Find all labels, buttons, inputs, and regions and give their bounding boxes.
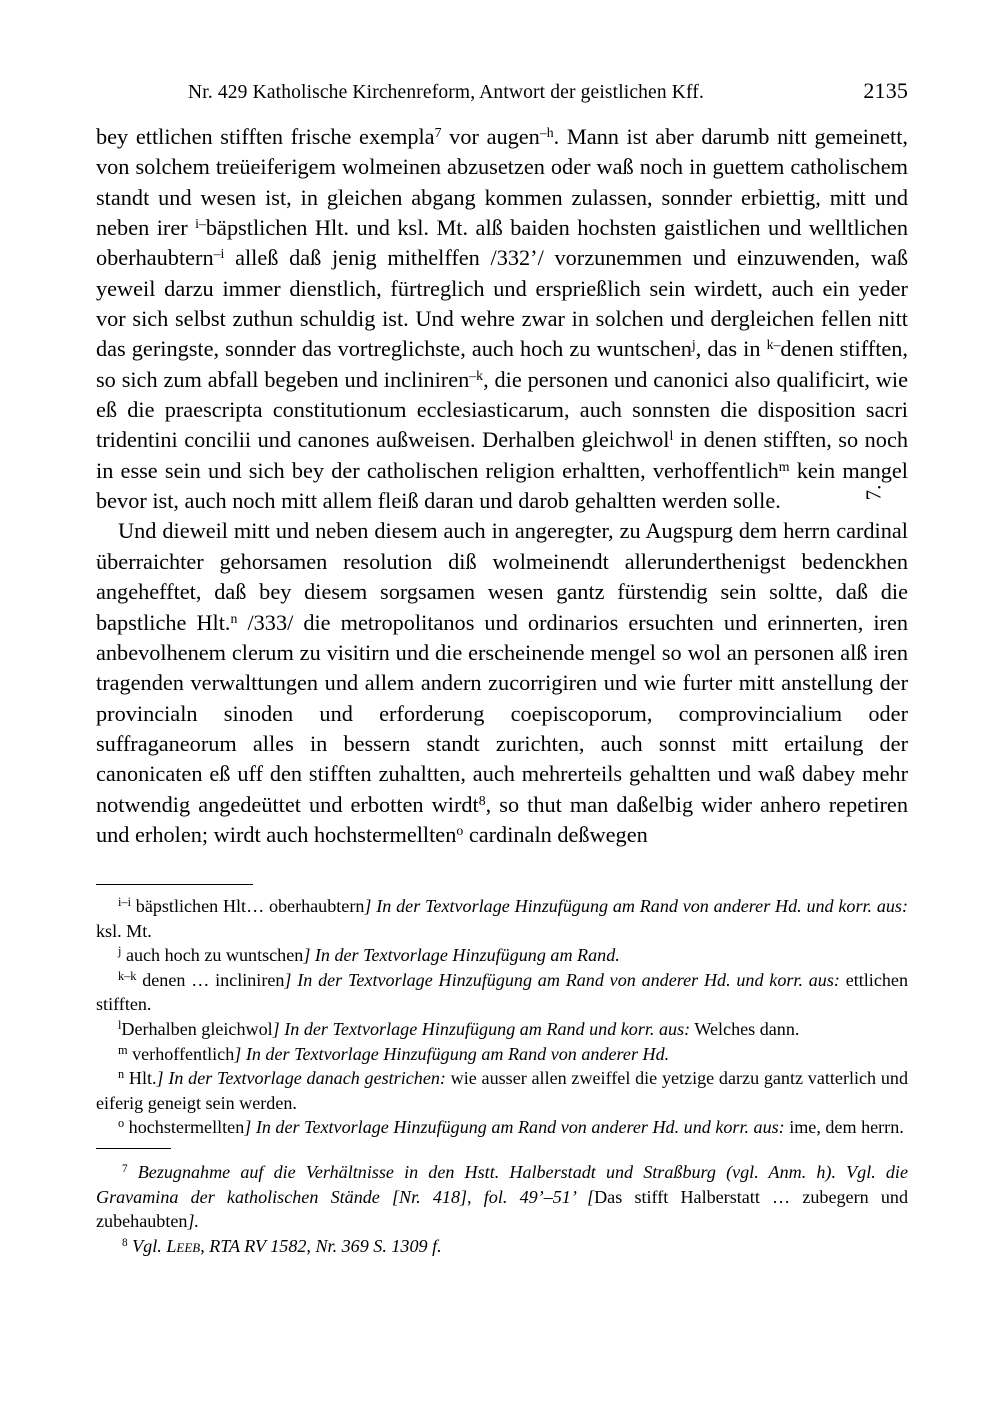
para-2-siglum-1: n <box>230 610 238 626</box>
critical-apparatus <box>96 894 908 1140</box>
para-1-siglum-13: –k <box>469 367 484 383</box>
apparatus-siglum: i–i <box>118 894 131 909</box>
footnote-quoted-text: Das stifft Halberstatt … zubegern und zubehaubten <box>96 1186 908 1232</box>
running-head <box>96 80 908 106</box>
apparatus-reading: ettlichen stifften. <box>96 969 908 1015</box>
para-1-siglum-3: –h <box>539 124 554 140</box>
apparatus-bracket: ] <box>234 1043 242 1064</box>
footnote-text-lead: Vgl. <box>127 1235 167 1256</box>
para-1-siglum-7: –i <box>213 246 225 262</box>
footnote-text-lead: Bezugnahme auf die Verhältnisse in den Hstt. Halberstadt und Straßburg (vgl. Anm. h). Vgl. die Gravamina der katholischen Stände [Nr. 418], fol. 49’–51’ [ <box>96 1162 908 1207</box>
apparatus-entry <box>96 943 908 968</box>
apparatus-lemma: Derhalben gleichwol <box>121 1018 273 1039</box>
apparatus-entry <box>96 1066 908 1115</box>
apparatus-separator-rule <box>96 884 253 885</box>
apparatus-siglum: m <box>118 1042 128 1057</box>
footnote-text-tail: , RTA RV 1582, Nr. 369 S. 1309 f. <box>200 1235 442 1256</box>
apparatus-siglum: k–k <box>118 968 137 983</box>
margin-note-7: 7. <box>861 484 886 501</box>
running-head-title: Nr. 429 Katholische Kirchenreform, Antwort der geistlichen Kff. <box>188 82 704 103</box>
page-number: 2135 <box>863 78 908 103</box>
footnote-text-tail: ]. <box>187 1211 200 1232</box>
apparatus-description: In der Textvorlage Hinzufügung am Rand und korr. aus: <box>279 1018 691 1039</box>
apparatus-entry <box>96 968 908 1017</box>
paragraph-2: Und dieweil mitt und neben diesem auch in angeregter, zu Augspurg dem herrn cardinal überraichter gehorsamen resolution diß wolmeinendt allerunderthenigst bedenckhen angehefftet, daß bey diesem sorgsamen wesen gantz fürstendig sein soltte, daß die bapstliche Hlt.$^n$ /333/ die metropolitanos und ordinarios ersuchten und erinnerten, iren anbevolhenem clerum zu visitirn und die erscheinende mengel so wol an personen alß iren tragenden verwalttungen und allem andern zucorrigiren und wie furter mitt anstellung der provincialn sinoden und erforderung coepiscoporum, comprovincialium oder suffraganeorum alles in bessern standt zurichten, auch sonnst mitt ertailung der canonicaten eß uff den stifften zuhaltten, auch mehrerteils gehaltten und waß dabey mehr notwendig angedeüttet und erbotten wirdt$^8$, so thut man daßelbig wider anhero repetiren und erholen; wirdt auch hochstermellten$^o$ cardinaln deßwegen <box>96 518 908 847</box>
apparatus-reading: ime, dem herrn. <box>784 1117 904 1138</box>
apparatus-description: In der Textvorlage Hinzufügung am Rand von anderer Hd. und korr. aus: <box>291 969 840 990</box>
apparatus-lemma: denen … incliniren <box>136 969 285 990</box>
footnotes-block <box>96 1160 908 1258</box>
footnote-number: 8 <box>122 1236 128 1249</box>
footnote-separator-rule <box>96 1148 171 1149</box>
footnote <box>96 1160 908 1234</box>
para-1-siglum-5: i– <box>195 215 206 231</box>
apparatus-entry <box>96 1115 908 1140</box>
apparatus-reading: wie ausser allen zweiffel die yetzige darzu gantz vatterlich und eiferig geneigt sein werden. <box>96 1068 908 1113</box>
apparatus-siglum: n <box>118 1067 125 1082</box>
para-1-siglum-9: j <box>691 337 696 353</box>
footnote-number: 7 <box>122 1163 128 1176</box>
apparatus-bracket: ] <box>272 1018 280 1039</box>
para-2-siglum-3: 8 <box>478 792 486 808</box>
apparatus-lemma: verhoffentlich <box>127 1043 235 1064</box>
apparatus-bracket: ] <box>156 1068 164 1089</box>
apparatus-lemma: Hlt. <box>124 1068 157 1089</box>
apparatus-siglum: j <box>118 944 122 959</box>
para-1-siglum-17: m <box>778 458 790 474</box>
apparatus-entry <box>96 1017 908 1042</box>
para-1-siglum-11: k– <box>766 337 781 353</box>
apparatus-description: In der Textvorlage Hinzufügung am Rand von anderer Hd. und korr. aus: <box>251 1117 785 1138</box>
apparatus-lemma: bäpstlichen Hlt… oberhaubtern <box>130 896 365 916</box>
footnote <box>96 1234 908 1259</box>
apparatus-entry <box>96 894 908 943</box>
apparatus-description: In der Textvorlage danach gestrichen: <box>163 1068 446 1089</box>
para-2-siglum-5: o <box>456 822 464 838</box>
apparatus-reading: ksl. Mt. <box>96 920 152 941</box>
apparatus-bracket: ] <box>364 896 372 916</box>
apparatus-lemma: hochstermellten <box>124 1117 245 1138</box>
body-text <box>96 122 908 850</box>
apparatus-bracket: ] <box>303 945 311 966</box>
footnote-author-smallcaps: Leeb <box>166 1235 201 1256</box>
apparatus-siglum: l <box>118 1017 122 1032</box>
apparatus-siglum: o <box>118 1116 125 1131</box>
apparatus-lemma: auch hoch zu wuntschen <box>121 945 304 966</box>
apparatus-description: In der Textvorlage Hinzufügung am Rand. <box>310 945 620 966</box>
para-1-siglum-15: l <box>669 428 674 444</box>
apparatus-description: In der Textvorlage Hinzufügung am Rand von anderer Hd. <box>241 1043 670 1064</box>
apparatus-reading: Welches dann. <box>690 1018 800 1039</box>
paragraph-1: bey ettlichen stifften frische exempla$^7$ vor augen$^{-h}$. Mann ist aber darumb nitt gemeinett, von solchem treüeiferigem wolmeinen abzusetzen oder waß noch in guettem catholischem standt und wesen ist, in gleichen abgang kommen zulassen, sonnder erbiettig, mitt und neben irer $^{i-}$bäpstlichen Hlt. und ksl. Mt. alß baiden hochsten gaistlichen und welltlichen oberhaubtern$^{-i}$ alleß daß jenig mithelffen /332’/ vorzunemmen und einzuwenden, waß yeweil darzu immer dienstlich, fürtreglich und ersprießlich sein wirdett, auch ein yeder vor sich selbst zuthun schuldig ist. Und wehre zwar in solchen und dergleichen fellen nitt das geringste, sonnder das vortreglichste, auch hoch zu wuntschen$^j$, das in $^{k-}$denen stifften, so sich zum abfall begeben und incliniren$^{-k}$, die personen und canonici also qualificirt, wie eß die praescripta constitutionum ecclesiasticarum, auch sonnsten die disposition sacri tridentini concilii und canones außweisen. Derhalben gleichwol$^l$ in denen stifften, so noch in esse sein und sich bey der catholischen religion erhaltten, verhoffentlich$^m$ kein mangel bevor ist, auch noch mitt allem fleiß daran und darob gehaltten werden solle. <box>96 124 909 514</box>
apparatus-description: In der Textvorlage Hinzufügung am Rand von anderer Hd. und korr. aus: <box>371 896 909 916</box>
para-1-siglum-1: 7 <box>434 124 442 140</box>
apparatus-entry <box>96 1042 908 1067</box>
apparatus-bracket: ] <box>244 1117 252 1138</box>
apparatus-bracket: ] <box>284 969 292 990</box>
